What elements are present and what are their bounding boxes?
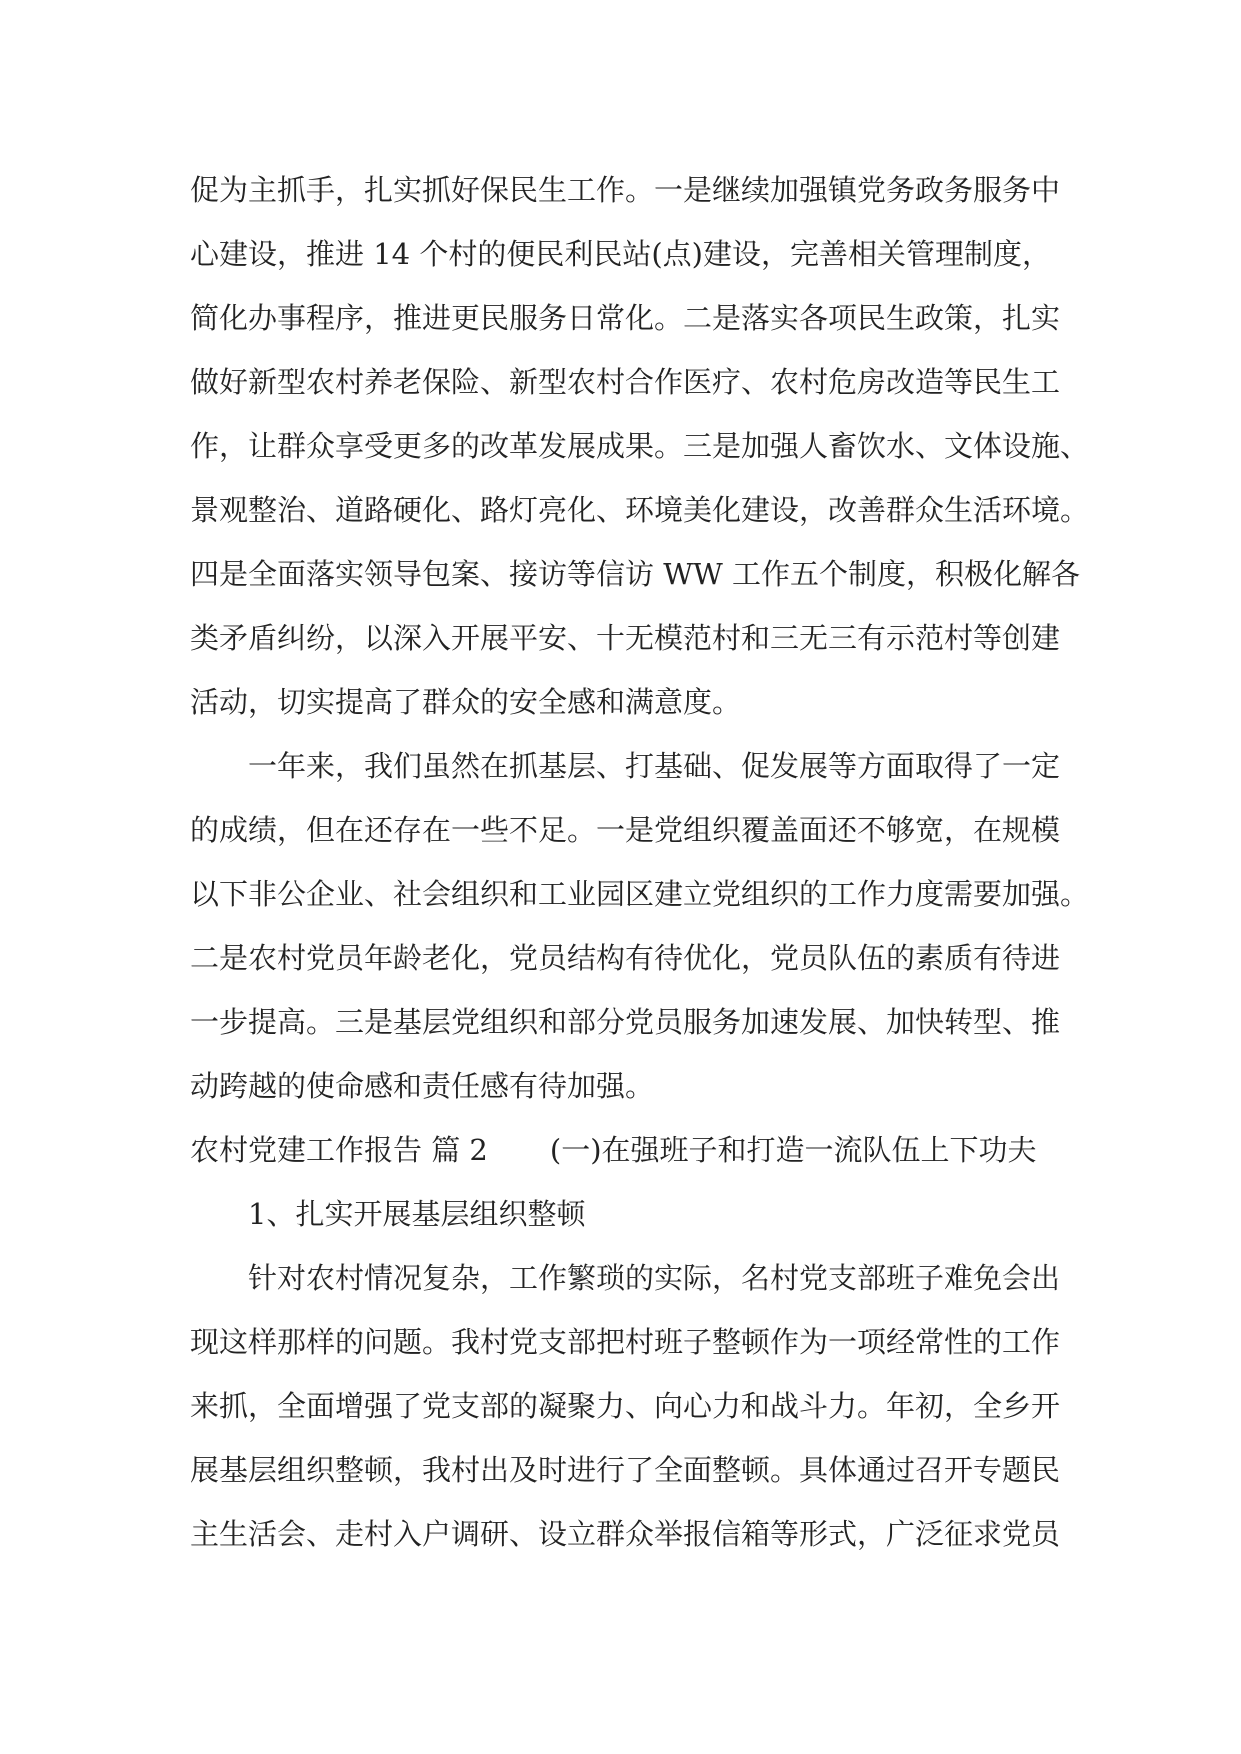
text-line: 简化办事程序，推进更民服务日常化。二是落实各项民生政策，扎实 [190, 301, 1061, 335]
text-line: 一步提高。三是基层党组织和部分党员服务加速发展、加快转型、推 [190, 1005, 1061, 1039]
text-line: 主生活会、走村入户调研、设立群众举报信箱等形式，广泛征求党员 [190, 1517, 1061, 1551]
text-line: 现这样那样的问题。我村党支部把村班子整顿作为一项经常性的工作 [190, 1325, 1061, 1359]
text-line: 动跨越的使命感和责任感有待加强。 [190, 1069, 655, 1103]
text-line: 类矛盾纠纷，以深入开展平安、十无模范村和三无三有示范村等创建 [190, 621, 1061, 655]
text-line: 一年来，我们虽然在抓基层、打基础、促发展等方面取得了一定 [248, 749, 1061, 783]
text-line: 来抓，全面增强了党支部的凝聚力、向心力和战斗力。年初，全乡开 [190, 1389, 1061, 1423]
text-line: 促为主抓手，扎实抓好保民生工作。一是继续加强镇党务政务服务中 [190, 173, 1061, 207]
text-line: 作，让群众享受更多的改革发展成果。三是加强人畜饮水、文体设施、 [190, 429, 1090, 463]
text-line: 二是农村党员年龄老化，党员结构有待优化，党员队伍的素质有待进 [190, 941, 1061, 975]
detail-paragraph [190, 1246, 1090, 1566]
intro-paragraph [190, 158, 1090, 734]
subsection-heading: 1、扎实开展基层组织整顿 [248, 1197, 586, 1231]
text-line: 四是全面落实领导包案、接访等信访 WW 工作五个制度，积极化解各 [190, 557, 1081, 591]
section-subtitle: (一)在强班子和打造一流队伍上下功夫 [549, 1133, 1037, 1167]
text-line: 以下非公企业、社会组织和工业园区建立党组织的工作力度需要加强。 [190, 877, 1090, 911]
text-line: 景观整治、道路硬化、路灯亮化、环境美化建设，改善群众生活环境。 [190, 493, 1090, 527]
text-line: 做好新型农村养老保险、新型农村合作医疗、农村危房改造等民生工 [190, 365, 1061, 399]
text-line: 展基层组织整顿，我村出及时进行了全面整顿。具体通过召开专题民 [190, 1453, 1061, 1487]
text-line: 心建设，推进 14 个村的便民利民站(点)建设，完善相关管理制度， [190, 237, 1051, 271]
section-heading [190, 1118, 1090, 1182]
document-body [190, 158, 1090, 1566]
text-line: 的成绩，但在还存在一些不足。一是党组织覆盖面还不够宽，在规模 [190, 813, 1061, 847]
text-line: 针对农村情况复杂，工作繁琐的实际，名村党支部班子难免会出 [248, 1261, 1061, 1295]
section-title: 农村党建工作报告 篇 2 [190, 1133, 488, 1167]
summary-paragraph [190, 734, 1090, 1118]
text-line: 活动，切实提高了群众的安全感和满意度。 [190, 685, 742, 719]
